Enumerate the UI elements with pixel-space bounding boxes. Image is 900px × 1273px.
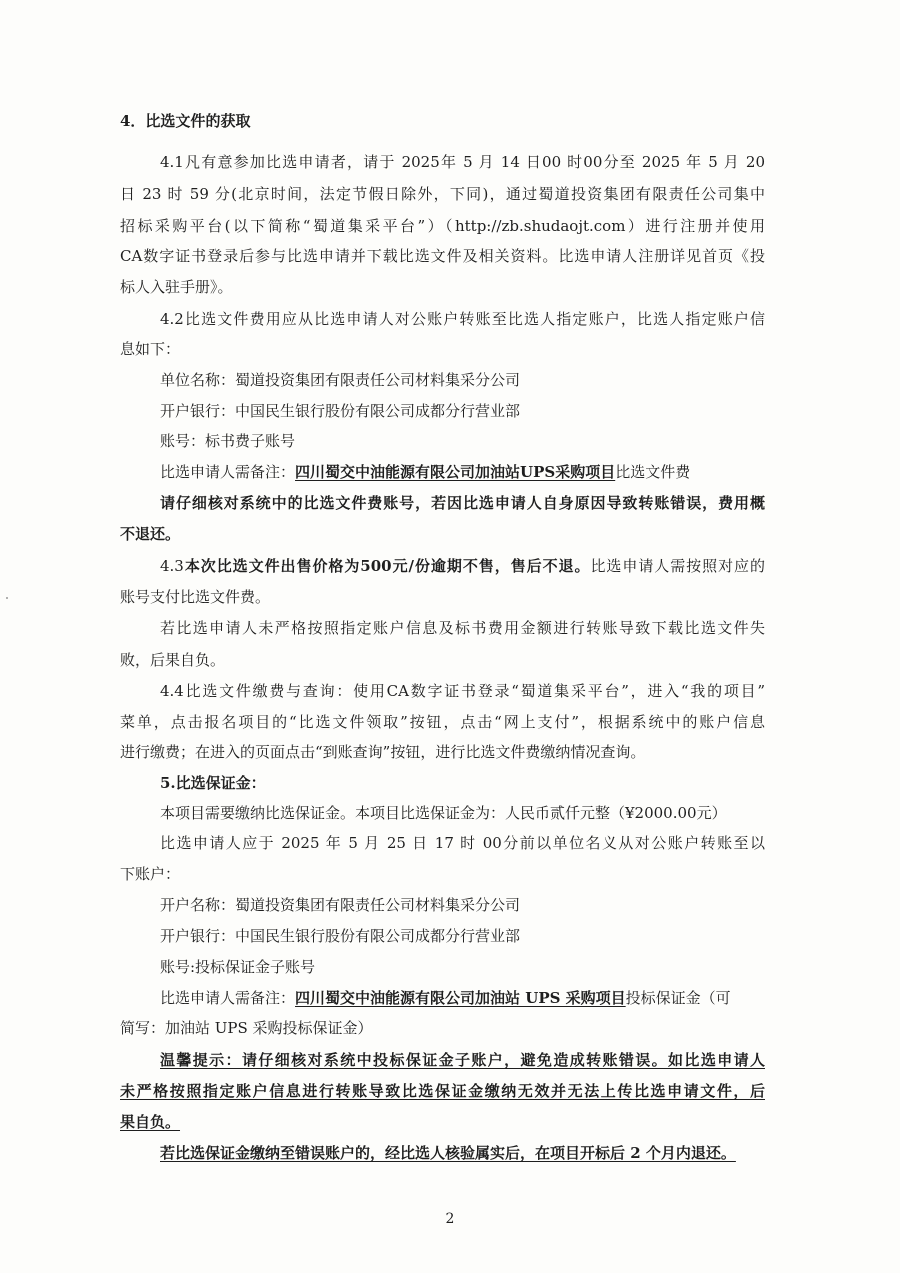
acct1-bank: 开户银行：中国民生银行股份有限公司成都分行营业部 — [160, 402, 521, 420]
para-4-3-line-1 — [160, 556, 765, 576]
tip-line-3: 果自负。 — [120, 1113, 181, 1131]
failure-note-line-2: 败，后果自负。 — [120, 651, 226, 669]
para-4-1-line-1: 4.1凡有意参加比选申请者，请于 2025年 5 月 14 日00 时00分至 2025 年 5 月 20 — [160, 153, 765, 171]
para-4-4-line-3: 进行缴费；在进入的页面点击“到账查询”按钮，进行比选文件费缴纳情况查询。 — [120, 743, 646, 761]
acct2-remark-project: 四川蜀交中油能源有限公司加油站 UPS 采购项目 — [295, 989, 626, 1007]
para-4-4-line-2: 菜单，点击报名项目的“比选文件领取”按钮，点击“网上支付”，根据系统中的账户信息 — [120, 713, 765, 731]
acct1-remark — [160, 462, 765, 482]
para-4-2-line-1: 4.2比选文件费用应从比选申请人对公账户转账至比选人指定账户，比选人指定账户信 — [160, 310, 765, 328]
deposit-amount: 本项目需要缴纳比选保证金。本项目比选保证金为：人民币贰仟元整（¥2000.00元） — [160, 804, 727, 822]
acct1-remark-project: 四川蜀交中油能源有限公司加油站UPS采购项目 — [295, 463, 616, 481]
failure-note-line-1: 若比选申请人未严格按照指定账户信息及标书费用金额进行转账导致下载比选文件失 — [160, 619, 765, 637]
acct2-remark-label: 比选申请人需备注： — [160, 989, 296, 1007]
page-number: 2 — [445, 1211, 455, 1227]
scan-speck — [6, 597, 8, 599]
acct1-remark-label: 比选申请人需备注： — [160, 463, 296, 481]
tip-line-2: 未严格按照指定账户信息进行转账导致比选保证金缴纳无效并无法上传比选申请文件，后 — [120, 1082, 765, 1100]
para-4-1-line-2: 日 23 时 59 分(北京时间，法定节假日除外，下同)，通过蜀道投资集团有限责任公司集中 — [120, 185, 765, 203]
acct2-bank: 开户银行：中国民生银行股份有限公司成都分行营业部 — [160, 927, 521, 945]
para-4-1-line-4: CA数字证书登录后参与比选申请并下载比选文件及相关资料。比选申请人注册详见首页《投 — [120, 247, 765, 265]
acct1-unit-name: 单位名称：蜀道投资集团有限责任公司材料集采分公司 — [160, 371, 521, 389]
acct1-number: 账号：标书费子账号 — [160, 432, 296, 450]
acct2-remark-line-2: 简写：加油站 UPS 采购投标保证金） — [120, 1019, 373, 1037]
para-4-1-line-5: 标人入驻手册》。 — [120, 278, 233, 296]
acct2-name: 开户名称：蜀道投资集团有限责任公司材料集采分公司 — [160, 896, 521, 914]
tip-line-1: 温馨提示：请仔细核对系统中投标保证金子账户，避免造成转账错误。如比选申请人 — [160, 1051, 765, 1069]
warning-1-line-1: 请仔细核对系统中的比选文件费账号，若因比选申请人自身原因导致转账错误，费用概 — [160, 494, 765, 512]
acct1-remark-suffix: 比选文件费 — [615, 463, 691, 481]
para-4-3-prefix: 4.3 — [160, 557, 184, 575]
para-4-3-line-2: 账号支付比选文件费。 — [120, 588, 271, 606]
refund-note: 若比选保证金缴纳至错误账户的，经比选人核验属实后，在项目开标后 2 个月内退还。 — [160, 1144, 736, 1162]
section-5-heading: 5.比选保证金： — [160, 774, 266, 792]
para-4-4-line-1: 4.4比选文件缴费与查询：使用CA数字证书登录“蜀道集采平台”，进入“我的项目” — [160, 682, 765, 700]
section-4-heading: 4．比选文件的获取 — [120, 112, 251, 130]
warning-1-line-2: 不退还。 — [120, 525, 181, 543]
deposit-deadline-line-2: 下账户： — [120, 865, 181, 883]
para-4-3-suffix: 比选申请人需按照对应的 — [590, 557, 765, 575]
acct2-remark — [160, 988, 765, 1008]
acct2-number: 账号:投标保证金子账号 — [160, 958, 316, 976]
para-4-2-line-2: 息如下： — [120, 340, 181, 358]
para-4-1-line-3: 招标采购平台(以下简称“蜀道集采平台”）（http://zb.shudaojt.com）进行注册并使用 — [120, 217, 765, 235]
acct2-remark-suffix: 投标保证金（可 — [625, 989, 731, 1007]
para-4-3-price: 本次比选文件出售价格为500元/份逾期不售，售后不退。 — [183, 557, 591, 575]
deposit-deadline-line-1: 比选申请人应于 2025 年 5 月 25 日 17 时 00分前以单位名义从对公账户转账至以 — [160, 834, 765, 852]
